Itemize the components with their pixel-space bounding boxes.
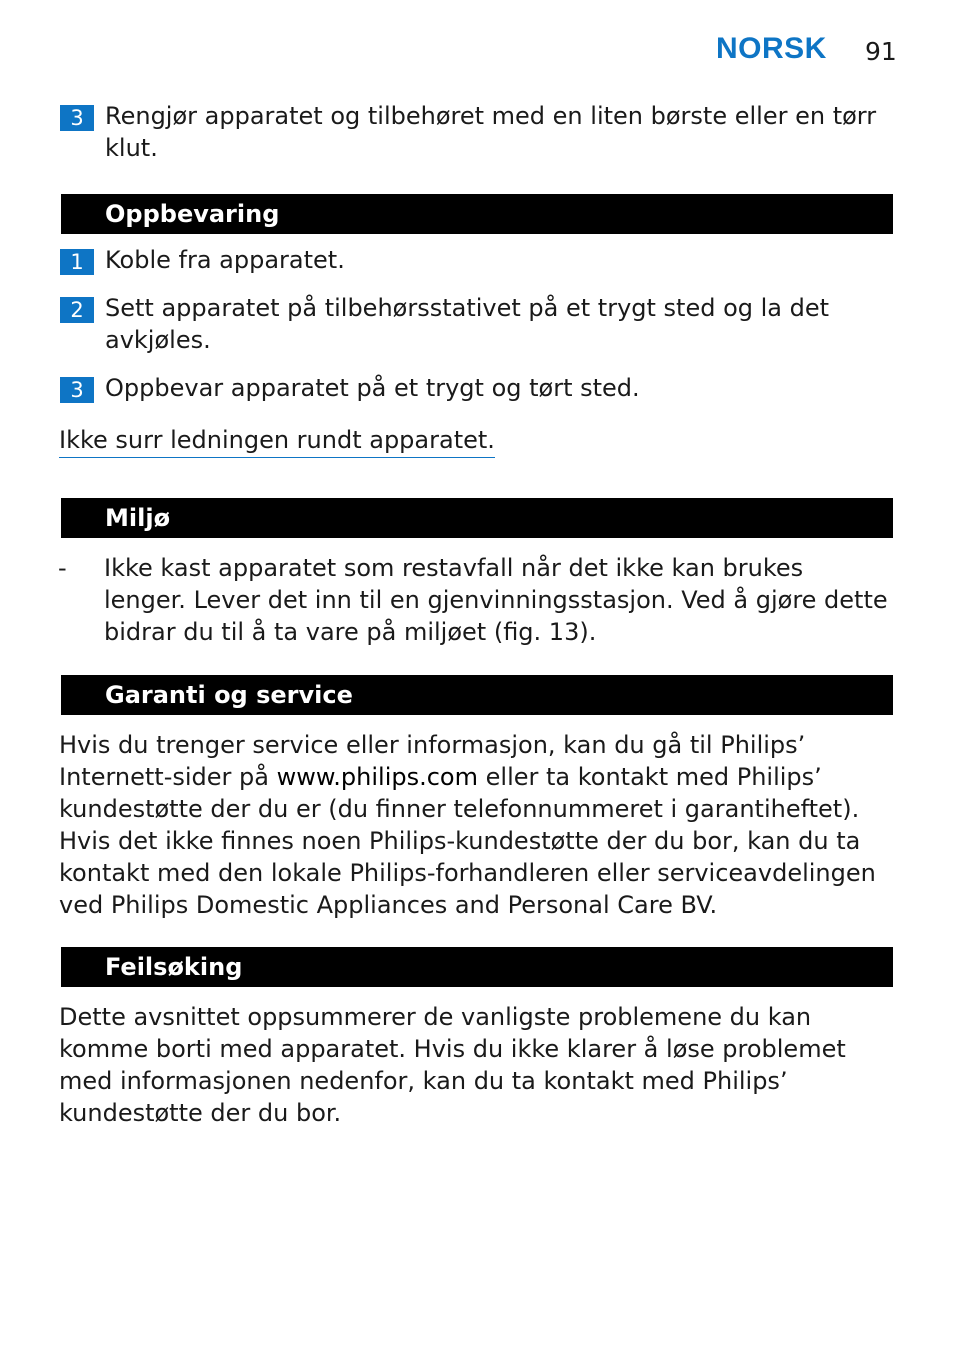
step-number-badge: 3	[60, 105, 94, 131]
step-number-badge: 1	[60, 249, 94, 275]
language-label: NORSK	[716, 32, 827, 65]
section-title: Oppbevaring	[105, 200, 280, 228]
step-text: Sett apparatet på tilbehørsstativet på et trygt sted og la det avkjøles.	[105, 294, 830, 354]
troubleshooting-paragraph: Dette avsnittet oppsummerer de vanligste problemene du kan komme borti med apparatet. Hvis du ikke klarer å løse problemet med informasjonen nedenfor, kan du ta kontakt med Philips’ kundestøtte der du bor.	[59, 1003, 846, 1127]
section-title: Feilsøking	[105, 953, 243, 981]
guarantee-paragraph	[59, 729, 889, 921]
storage-note: Ikke surr ledningen rundt apparatet.	[59, 425, 495, 458]
page-number: 91	[865, 37, 897, 66]
step-text: Oppbevar apparatet på et trygt og tørt sted.	[105, 374, 640, 402]
section-header-environment	[61, 498, 893, 538]
philips-website-link[interactable]: www.philips.com	[276, 763, 478, 791]
step-text: Rengjør apparatet og tilbehøret med en liten børste eller en tørr klut.	[105, 102, 877, 162]
environment-bullet-text: Ikke kast apparatet som restavfall når det ikke kan brukes lenger. Lever det inn til en gjenvinningsstasjon. Ved å gjøre dette bidrar du til å ta vare på miljøet (fig. 13).	[104, 554, 888, 646]
section-title: Garanti og service	[105, 681, 353, 709]
step-number-badge: 2	[60, 297, 94, 323]
guarantee-text-start: Hvis du trenger service eller informasjon, kan du gå til Philips’ Internett-sider på	[59, 731, 806, 791]
step-text: Koble fra apparatet.	[105, 246, 345, 274]
section-header-troubleshooting	[61, 947, 893, 987]
step-number-badge: 3	[60, 377, 94, 403]
section-header-guarantee	[61, 675, 893, 715]
guarantee-text-end: eller ta kontakt med Philips’ kundestøtte der du er (du finner telefonnummeret i garantiheftet). Hvis det ikke finnes noen Philips-kundestøtte der du bor, kan du ta kontakt med den lokale Philips-forhandleren eller serviceavdelingen ved Philips Domestic Appliances and Personal Care BV.	[59, 763, 876, 919]
section-title: Miljø	[105, 504, 171, 532]
section-header-storage	[61, 194, 893, 234]
bullet-dash: -	[58, 554, 67, 582]
